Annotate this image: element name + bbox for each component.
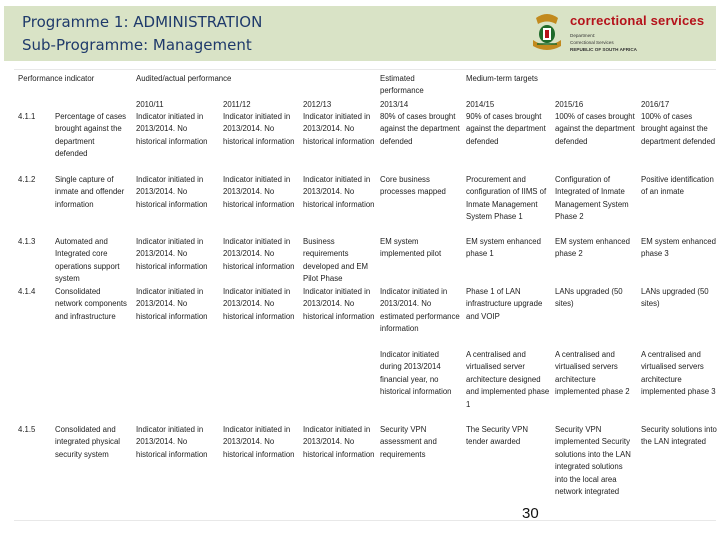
row-value: Indicator initiated in 2013/2014. No historical information (136, 287, 208, 321)
row-value: 80% of cases brought against the department defended (380, 112, 460, 146)
dept-name: Correctional Services (570, 40, 614, 45)
row-value: Indicator initiated in 2013/2014. No historical information (223, 112, 295, 146)
row-value-secondary: A centralised and virtualised servers architecture implemented phase 2 (555, 350, 630, 397)
year-2010-11: 2010/11 (136, 100, 164, 109)
row-value: Indicator initiated in 2013/2014. No historical information (223, 175, 295, 209)
row-value: Indicator initiated in 2013/2014. No historical information (136, 425, 208, 459)
row-value: 100% of cases brought against the department defended (555, 112, 635, 146)
row-value: Indicator initiated in 2013/2014. No historical information (223, 425, 295, 459)
dept-country: REPUBLIC OF SOUTH AFRICA (570, 47, 637, 52)
row-value: EM system enhanced phase 3 (641, 237, 716, 259)
row-id: 4.1.5 (18, 425, 36, 434)
row-indicator: Automated and Integrated core operations support system (55, 237, 120, 284)
row-id: 4.1.1 (18, 112, 36, 121)
brand-name: correctional services (570, 13, 705, 28)
row-value: Security VPN implemented Security solutions into the LAN integrated solutions into the local area network integrated (555, 425, 631, 497)
row-value: Configuration of Integrated of Inmate Management System Phase 2 (555, 175, 629, 222)
row-value: Indicator initiated in 2013/2014. No historical information (136, 237, 208, 271)
row-indicator: Consolidated network components and infrastructure (55, 287, 127, 321)
row-value: EM system enhanced phase 1 (466, 237, 541, 259)
row-value: Business requirements developed and EM Pilot Phase (303, 237, 369, 284)
row-value: Core business processes mapped (380, 175, 446, 197)
year-2011-12: 2011/12 (223, 100, 251, 109)
row-value: Indicator initiated in 2013/2014. No estimated performance information (380, 287, 460, 334)
year-2014-15: 2014/15 (466, 100, 495, 109)
subprogramme-title: Sub-Programme: Management (22, 36, 252, 54)
row-indicator: Consolidated and integrated physical security system (55, 425, 121, 459)
row-value: Phase 1 of LAN infrastructure upgrade and VOIP (466, 287, 543, 321)
row-value: Indicator initiated in 2013/2014. No historical information (223, 237, 295, 271)
dept-label: Department: (570, 33, 596, 38)
row-value: Indicator initiated in 2013/2014. No historical information (136, 175, 208, 209)
year-2015-16: 2015/16 (555, 100, 584, 109)
row-value: Security VPN assessment and requirements (380, 425, 437, 459)
row-id: 4.1.4 (18, 287, 36, 296)
row-value: Indicator initiated in 2013/2014. No historical information (303, 175, 375, 209)
coat-of-arms-logo (528, 10, 566, 56)
row-value-secondary: A centralised and virtualised servers architecture implemented phase 3 (641, 350, 716, 397)
row-indicator: Single capture of inmate and offender information (55, 175, 125, 209)
year-2016-17: 2016/17 (641, 100, 670, 109)
row-value-secondary: Indicator initiated during 2013/2014 financial year, no historical information (380, 350, 452, 397)
row-id: 4.1.3 (18, 237, 36, 246)
row-value: Positive identification of an inmate (641, 175, 714, 197)
row-value: LANs upgraded (50 sites) (555, 287, 623, 309)
row-value: Procurement and configuration of IIMS of Inmate Management System Phase 1 (466, 175, 547, 222)
row-value: The Security VPN tender awarded (466, 425, 528, 447)
row-value: 90% of cases brought against the department defended (466, 112, 546, 146)
row-value-secondary: A centralised and virtualised server architecture designed and implemented phase 1 (466, 350, 550, 409)
programme-title: Programme 1: ADMINISTRATION (22, 13, 263, 31)
row-value: Indicator initiated in 2013/2014. No historical information (223, 287, 295, 321)
table-bottom-rule (14, 520, 716, 521)
row-value: EM system implemented pilot (380, 237, 442, 259)
row-value: Indicator initiated in 2013/2014. No historical information (303, 287, 375, 321)
year-2012-13: 2012/13 (303, 100, 332, 109)
row-value: EM system enhanced phase 2 (555, 237, 630, 259)
row-value: Indicator initiated in 2013/2014. No historical information (303, 425, 375, 459)
header-estimated: Estimated performance (380, 74, 424, 96)
header-audited: Audited/actual performance (136, 74, 232, 83)
table-top-rule (14, 69, 716, 70)
row-value: LANs upgraded (50 sites) (641, 287, 709, 309)
row-value: 100% of cases brought against the department defended (641, 112, 716, 146)
row-value: Indicator initiated in 2013/2014. No historical information (136, 112, 208, 146)
row-indicator: Percentage of cases brought against the department defended (55, 112, 127, 159)
page-number: 30 (522, 505, 539, 522)
header-performance-indicator: Performance indicator (18, 74, 95, 83)
row-value: Indicator initiated in 2013/2014. No historical information (303, 112, 375, 146)
row-value: Security solutions into the LAN integrated (641, 425, 717, 447)
header-mtef: Medium-term targets (466, 74, 538, 83)
row-id: 4.1.2 (18, 175, 36, 184)
year-2013-14: 2013/14 (380, 100, 409, 109)
